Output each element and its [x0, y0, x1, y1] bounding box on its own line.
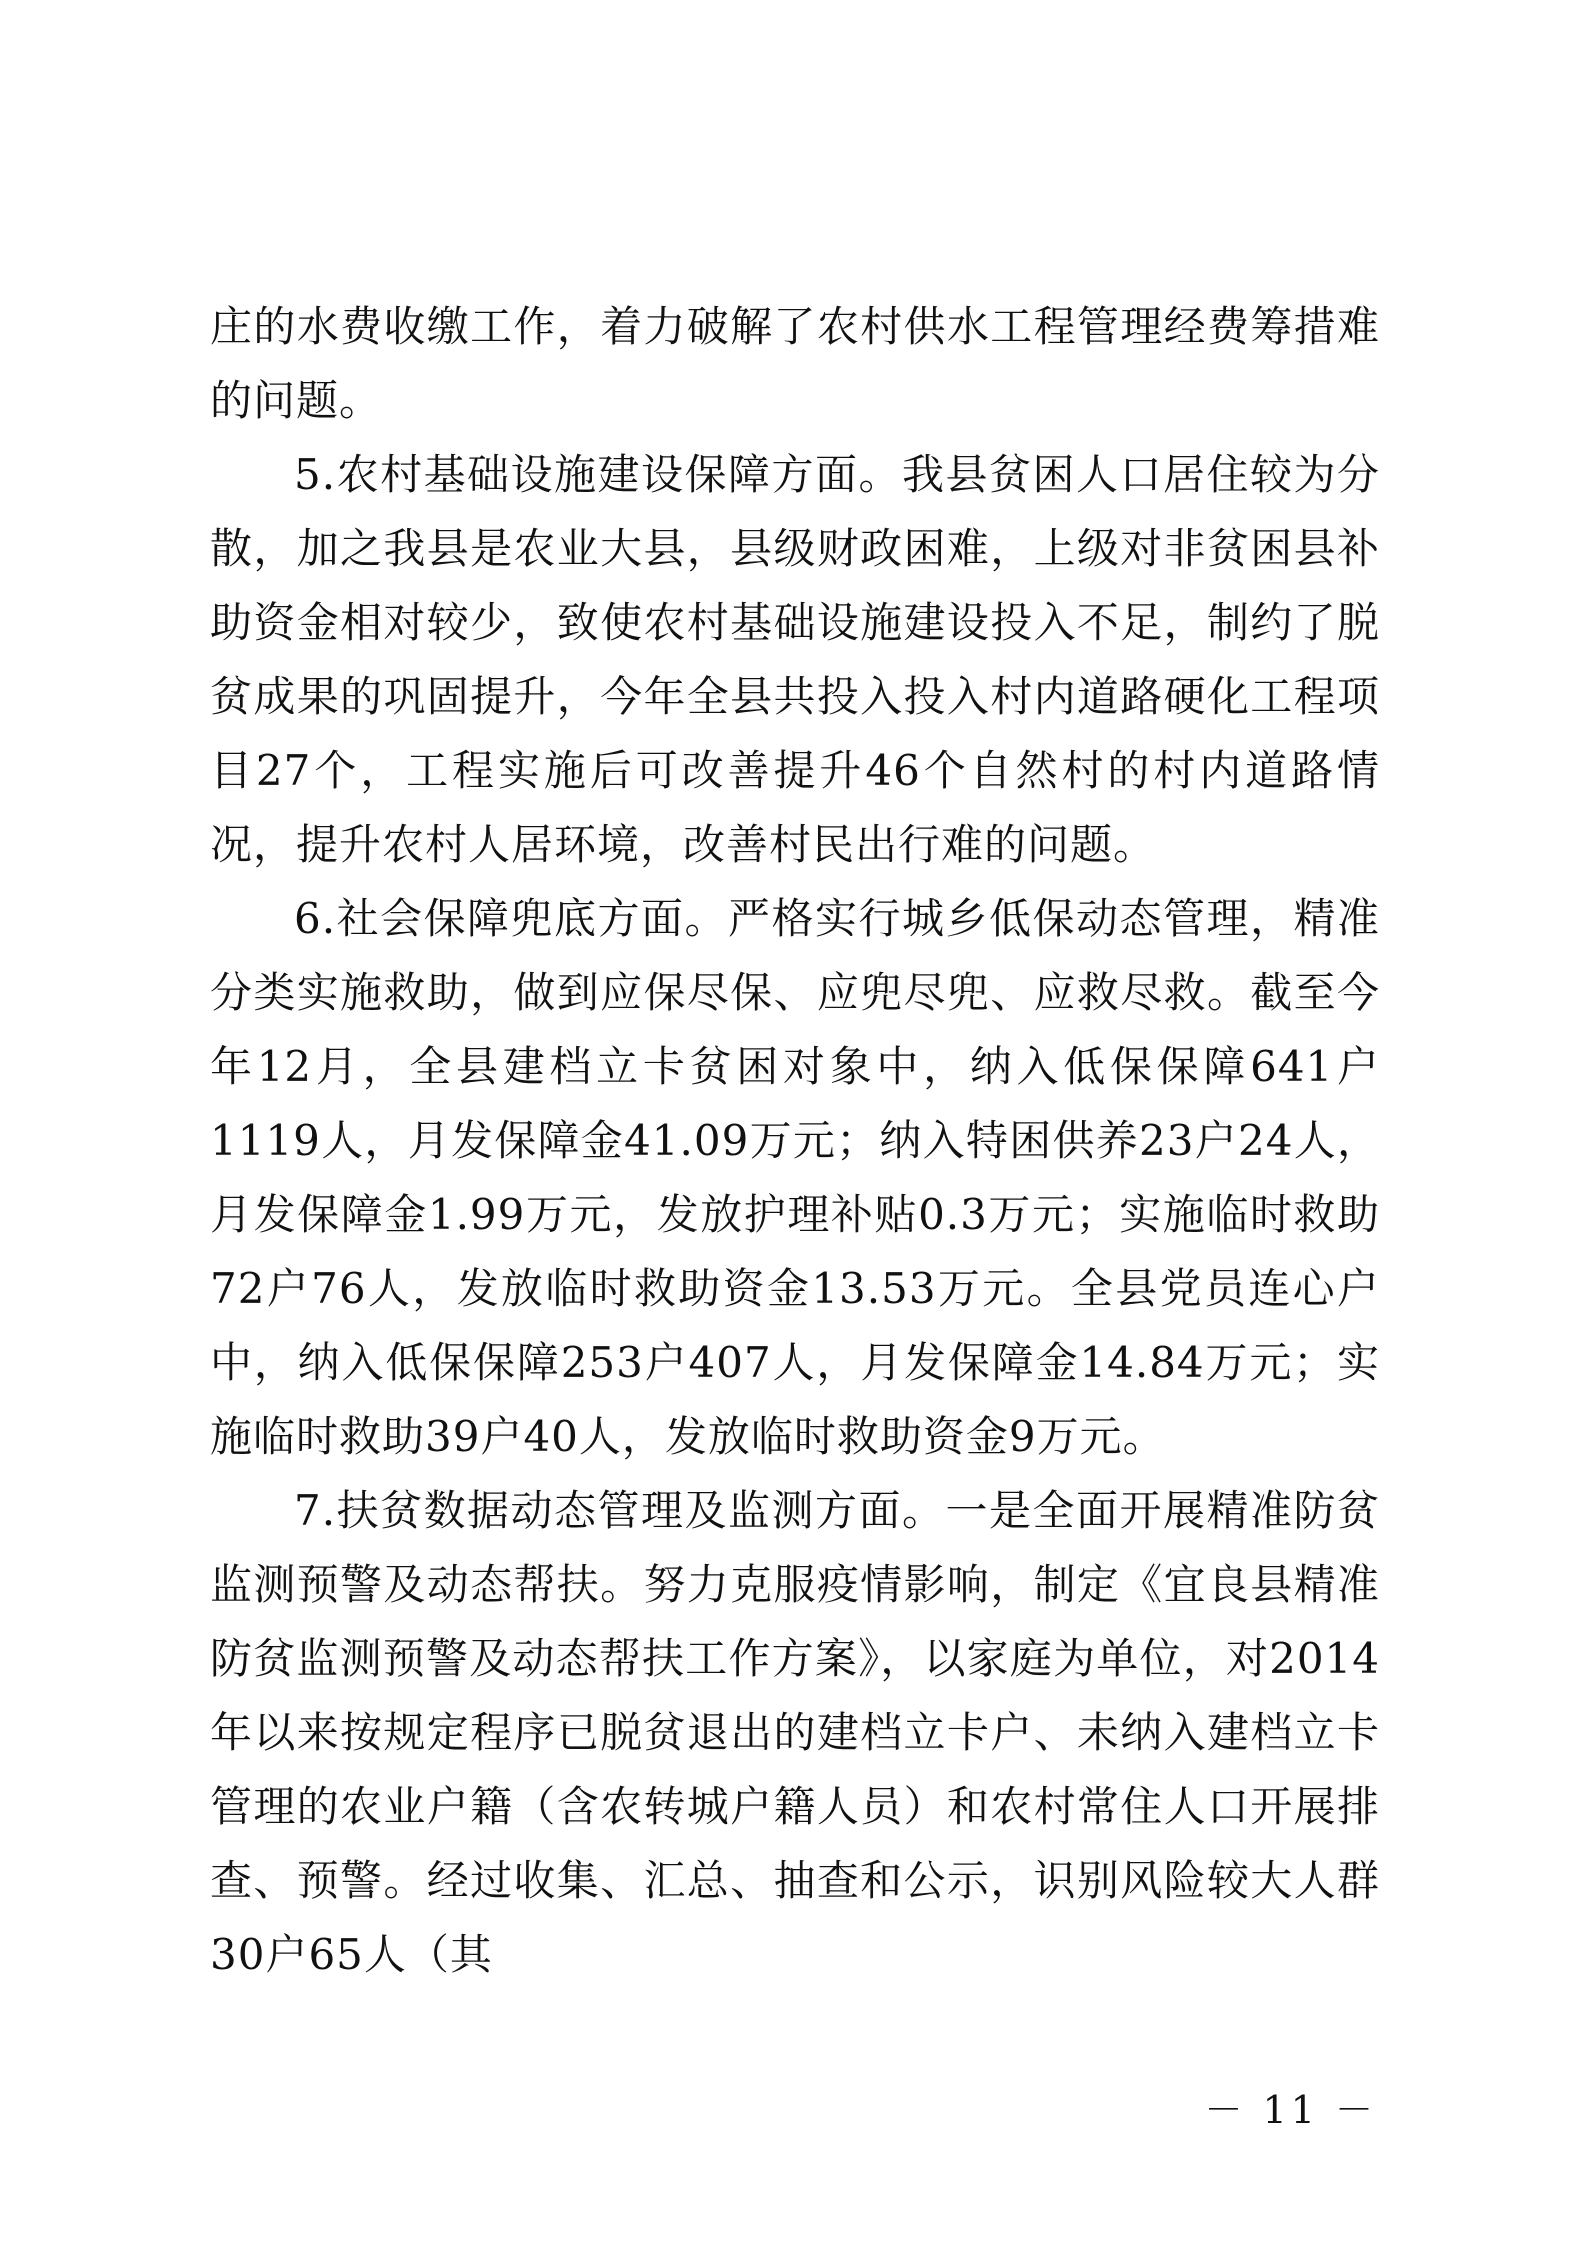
paragraph-data-monitoring: 7.扶贫数据动态管理及监测方面。一是全面开展精准防贫监测预警及动态帮扶。努力克服疫情影响，制定《宜良县精准防贫监测预警及动态帮扶工作方案》，以家庭为单位，对2014年以来按规定程序已脱贫退出的建档立卡户、未纳入建档立卡管理的农业户籍（含农转城户籍人员）和农村常住人口开展排查、预警。经过收集、汇总、抽查和公示，识别风险较大人群30户65人（其: [210, 1486, 1380, 1979]
paragraph-continuation: 庄的水费收缴工作，着力破解了农村供水工程管理经费筹措难的问题。: [210, 302, 1380, 425]
document-body: [210, 290, 1380, 1992]
page-number: － 11 －: [1204, 2088, 1377, 2132]
paragraph-social-security: 6.社会保障兜底方面。严格实行城乡低保动态管理，精准分类实施救助，做到应保尽保、应兜尽兜、应救尽救。截至今年12月，全县建档立卡贫困对象中，纳入低保保障641户1119人，月发保障金41.09万元；纳入特困供养23户24人，月发保障金1.99万元，发放护理补贴0.3万元；实施临时救助72户76人，发放临时救助资金13.53万元。全县党员连心户中，纳入低保保障253户407人，月发保障金14.84万元；实施临时救助39户40人，发放临时救助资金9万元。: [210, 894, 1380, 1461]
paragraph-infrastructure: 5.农村基础设施建设保障方面。我县贫困人口居住较为分散，加之我县是农业大县，县级财政困难，上级对非贫困县补助资金相对较少，致使农村基础设施建设投入不足，制约了脱贫成果的巩固提升，今年全县共投入投入村内道路硬化工程项目27个，工程实施后可改善提升46个自然村的村内道路情况，提升农村人居环境，改善村民出行难的问题。: [210, 450, 1380, 869]
